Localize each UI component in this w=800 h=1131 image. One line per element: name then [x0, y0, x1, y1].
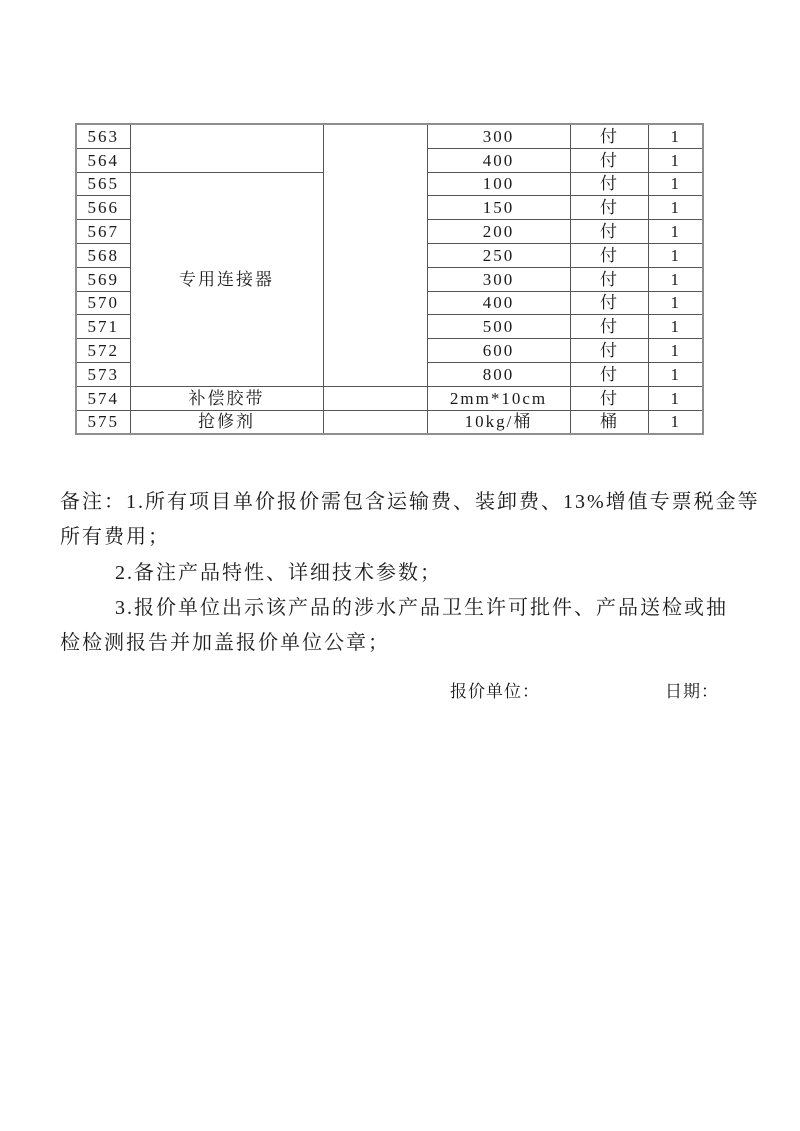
note-line-4: 3.报价单位出示该产品的涉水产品卫生许可批件、产品送检或抽: [115, 596, 728, 619]
qty-cell: 1: [648, 362, 703, 386]
value-cell: 150: [427, 196, 570, 220]
value-cell: 300: [427, 124, 570, 148]
value-cell: 100: [427, 172, 570, 196]
qty-cell: 1: [648, 148, 703, 172]
spec-cell: [323, 410, 427, 434]
item-name-cell: 补偿胶带: [130, 386, 323, 410]
value-cell: 400: [427, 148, 570, 172]
row-number-cell: 568: [76, 243, 130, 267]
spec-cell: [323, 124, 427, 386]
value-cell: 200: [427, 220, 570, 244]
value-cell: 400: [427, 291, 570, 315]
qty-cell: 1: [648, 315, 703, 339]
unit-cell: 桶: [570, 410, 648, 434]
item-name-cell: 专用连接器: [130, 172, 323, 386]
quote-unit-label: 报价单位：: [450, 682, 540, 701]
date-label: 日期：: [665, 682, 719, 701]
note-line-1: 备注：1.所有项目单价报价需包含运输费、装卸费、13%增值专票税金等: [60, 491, 760, 513]
unit-cell: 付: [570, 291, 648, 315]
qty-cell: 1: [648, 196, 703, 220]
qty-cell: 1: [648, 220, 703, 244]
row-number-cell: 567: [76, 220, 130, 244]
row-number-cell: 573: [76, 362, 130, 386]
unit-cell: 付: [570, 172, 648, 196]
unit-cell: 付: [570, 339, 648, 363]
spec-cell: [323, 386, 427, 410]
note-line-2: 所有费用；: [60, 526, 170, 549]
quotation-table: [75, 123, 704, 435]
qty-cell: 1: [648, 124, 703, 148]
notes-section: [60, 485, 760, 661]
qty-cell: 1: [648, 243, 703, 267]
row-number-cell: 572: [76, 339, 130, 363]
row-number-cell: 566: [76, 196, 130, 220]
row-number-cell: 575: [76, 410, 130, 434]
table-row: [76, 124, 703, 148]
row-number-cell: 570: [76, 291, 130, 315]
unit-cell: 付: [570, 362, 648, 386]
qty-cell: 1: [648, 267, 703, 291]
table-row: [76, 410, 703, 434]
row-number-cell: 574: [76, 386, 130, 410]
item-name-cell: [130, 124, 323, 172]
note-line-3: 2.备注产品特性、详细技术参数；: [115, 561, 442, 584]
unit-cell: 付: [570, 243, 648, 267]
qty-cell: 1: [648, 386, 703, 410]
item-name-cell: 抢修剂: [130, 410, 323, 434]
row-number-cell: 564: [76, 148, 130, 172]
unit-cell: 付: [570, 196, 648, 220]
value-cell: 2mm*10cm: [427, 386, 570, 410]
unit-cell: 付: [570, 267, 648, 291]
unit-cell: 付: [570, 148, 648, 172]
unit-cell: 付: [570, 315, 648, 339]
unit-cell: 付: [570, 386, 648, 410]
unit-cell: 付: [570, 124, 648, 148]
value-cell: 500: [427, 315, 570, 339]
unit-cell: 付: [570, 220, 648, 244]
value-cell: 10kg/桶: [427, 410, 570, 434]
qty-cell: 1: [648, 339, 703, 363]
row-number-cell: 565: [76, 172, 130, 196]
row-number-cell: 563: [76, 124, 130, 148]
value-cell: 300: [427, 267, 570, 291]
qty-cell: 1: [648, 291, 703, 315]
table-row: [76, 386, 703, 410]
note-line-5: 检检测报告并加盖报价单位公章；: [60, 632, 390, 655]
value-cell: 800: [427, 362, 570, 386]
qty-cell: 1: [648, 172, 703, 196]
qty-cell: 1: [648, 410, 703, 434]
row-number-cell: 569: [76, 267, 130, 291]
value-cell: 250: [427, 243, 570, 267]
value-cell: 600: [427, 339, 570, 363]
row-number-cell: 571: [76, 315, 130, 339]
